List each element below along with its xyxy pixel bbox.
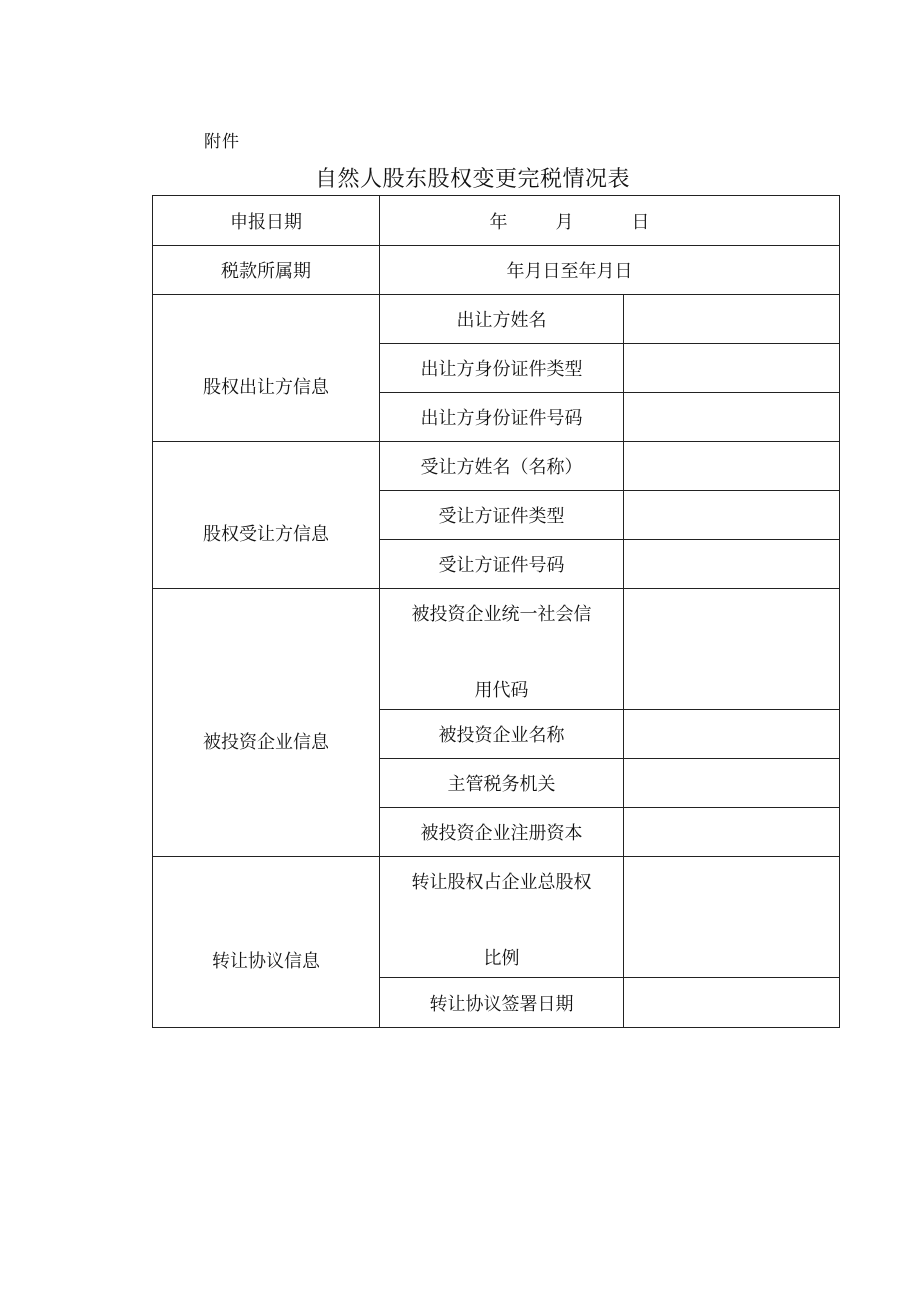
filing-date-month: 月	[555, 211, 574, 233]
enterprise-credit-code-line1: 被投资企业统一社会信	[411, 604, 592, 625]
enterprise-row	[153, 589, 840, 710]
transferor-id-number-input[interactable]	[624, 393, 840, 442]
transferee-id-number-label: 受让方证件号码	[380, 540, 624, 589]
enterprise-credit-code-line2: 用代码	[474, 680, 529, 701]
transferor-name-label: 出让方姓名	[380, 295, 624, 344]
attachment-label: 附件	[204, 132, 240, 152]
equity-ratio-line1: 转让股权占企业总股权	[411, 872, 592, 893]
equity-ratio-line2: 比例	[483, 948, 520, 969]
filing-date-day: 日	[631, 211, 650, 233]
transferee-id-number-input[interactable]	[624, 540, 840, 589]
equity-ratio-label	[380, 857, 624, 978]
signing-date-input[interactable]	[624, 978, 840, 1028]
transferor-name-input[interactable]	[624, 295, 840, 344]
transferor-id-type-label: 出让方身份证件类型	[380, 344, 624, 393]
tax-period-label: 税款所属期	[153, 246, 380, 295]
transferee-group-label: 股权受让方信息	[153, 442, 380, 589]
filing-date-label: 申报日期	[153, 196, 380, 246]
transferee-id-type-input[interactable]	[624, 491, 840, 540]
signing-date-label: 转让协议签署日期	[380, 978, 624, 1028]
registered-capital-label: 被投资企业注册资本	[380, 808, 624, 857]
enterprise-name-label: 被投资企业名称	[380, 710, 624, 759]
tax-authority-input[interactable]	[624, 759, 840, 808]
transferor-row	[153, 295, 840, 344]
enterprise-name-input[interactable]	[624, 710, 840, 759]
transferee-name-label: 受让方姓名（名称）	[380, 442, 624, 491]
transferor-group-label: 股权出让方信息	[153, 295, 380, 442]
equity-ratio-input[interactable]	[624, 857, 840, 978]
tax-period-row	[153, 246, 840, 295]
tax-completion-form-table	[152, 195, 840, 1028]
transferee-row	[153, 442, 840, 491]
tax-authority-label: 主管税务机关	[380, 759, 624, 808]
transferee-id-type-label: 受让方证件类型	[380, 491, 624, 540]
filing-date-value-cell[interactable]	[380, 196, 840, 246]
filing-date-row	[153, 196, 840, 246]
agreement-row	[153, 857, 840, 978]
transferor-id-number-label: 出让方身份证件号码	[380, 393, 624, 442]
transferor-id-type-input[interactable]	[624, 344, 840, 393]
registered-capital-input[interactable]	[624, 808, 840, 857]
filing-date-year: 年	[489, 211, 508, 233]
agreement-group-label: 转让协议信息	[153, 857, 380, 1028]
tax-period-value-cell[interactable]	[380, 246, 840, 295]
enterprise-group-label: 被投资企业信息	[153, 589, 380, 857]
transferee-name-input[interactable]	[624, 442, 840, 491]
enterprise-credit-code-input[interactable]	[624, 589, 840, 710]
enterprise-credit-code-label	[380, 589, 624, 710]
tax-period-value: 年月日至年月日	[506, 261, 633, 282]
form-title: 自然人股东股权变更完税情况表	[314, 167, 630, 192]
